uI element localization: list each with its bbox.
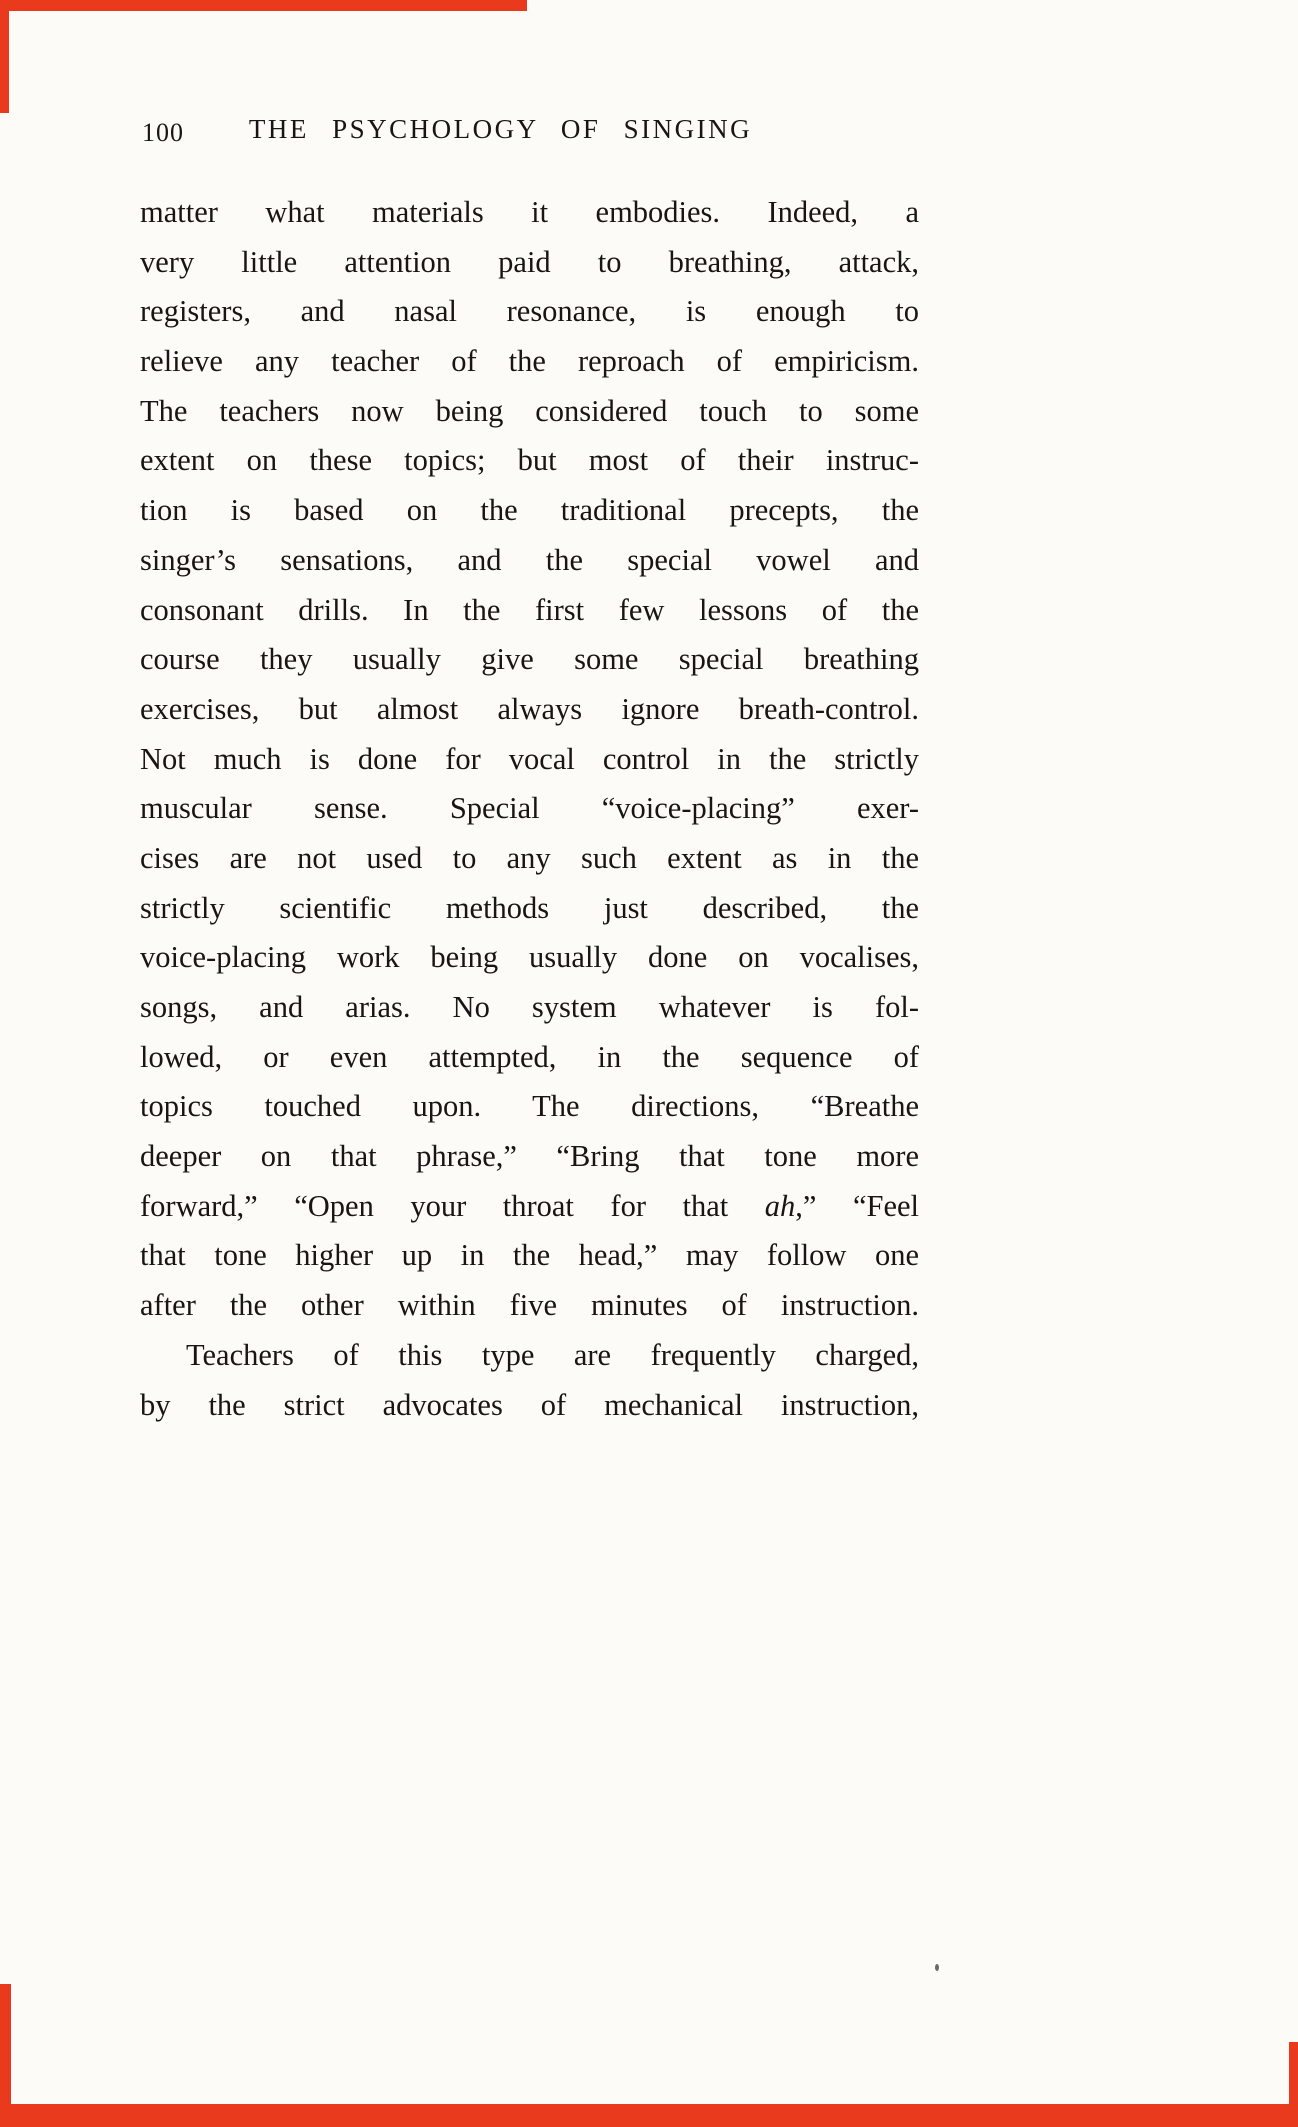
text-line: cises are not used to any such extent as in the bbox=[140, 840, 919, 875]
text-line: Not much is done for vocal control in the strictly bbox=[140, 741, 919, 776]
text-line: relieve any teacher of the reproach of empiricism. bbox=[140, 344, 919, 379]
italic-word: ah bbox=[764, 1188, 796, 1223]
text-line: topics touched upon. The directions, “Breathe bbox=[140, 1089, 919, 1124]
text-line: very little attention paid to breathing, attack, bbox=[140, 244, 919, 279]
page-body bbox=[140, 188, 919, 1430]
text-line: The teachers now being considered touch to some bbox=[140, 393, 919, 428]
text-line: lowed, or even attempted, in the sequence of bbox=[140, 1039, 919, 1074]
text-line: deeper on that phrase,” “Bring that tone more bbox=[140, 1139, 919, 1174]
text-line-paragraph-start: Teachers of this type are frequently charged, bbox=[186, 1337, 919, 1372]
text-line: course they usually give some special breathing bbox=[140, 642, 919, 677]
text-line: that tone higher up in the head,” may follow one bbox=[140, 1238, 919, 1273]
text-segment: forward,” “Open your throat for that bbox=[140, 1188, 765, 1223]
text-line: extent on these topics; but most of their instruc- bbox=[140, 443, 919, 478]
scan-artifact-left-top bbox=[0, 0, 9, 113]
text-line: voice-placing work being usually done on vocalises, bbox=[140, 940, 919, 975]
text-line: singer’s sensations, and the special vowel and bbox=[140, 542, 919, 577]
text-line: tion is based on the traditional precepts, the bbox=[140, 493, 919, 528]
text-segment: ,” “Feel bbox=[795, 1188, 919, 1223]
running-header: THE PSYCHOLOGY OF SINGING bbox=[248, 114, 753, 144]
page-header bbox=[140, 114, 919, 148]
text-line: strictly scientific methods just described, the bbox=[140, 890, 919, 925]
scan-artifact-top bbox=[0, 0, 527, 11]
page-number: 100 bbox=[142, 118, 184, 147]
text-line: songs, and arias. No system whatever is fol- bbox=[140, 990, 919, 1024]
scan-artifact-right-bottom bbox=[1289, 2042, 1298, 2127]
text-line: muscular sense. Special “voice-placing” exer- bbox=[140, 791, 919, 826]
text-line: exercises, but almost always ignore breath-control. bbox=[140, 691, 919, 726]
text-line: registers, and nasal resonance, is enough to bbox=[140, 294, 919, 329]
text-line: by the strict advocates of mechanical instruction, bbox=[140, 1387, 919, 1422]
book-page bbox=[140, 114, 919, 1430]
ink-speck bbox=[935, 1964, 939, 1971]
text-line: consonant drills. In the first few lessons of the bbox=[140, 592, 919, 627]
text-line: matter what materials it embodies. Indeed, a bbox=[140, 195, 919, 229]
scan-artifact-bottom bbox=[0, 2104, 1298, 2127]
text-line: after the other within five minutes of instruction. bbox=[140, 1288, 919, 1323]
text-line bbox=[140, 1182, 919, 1232]
